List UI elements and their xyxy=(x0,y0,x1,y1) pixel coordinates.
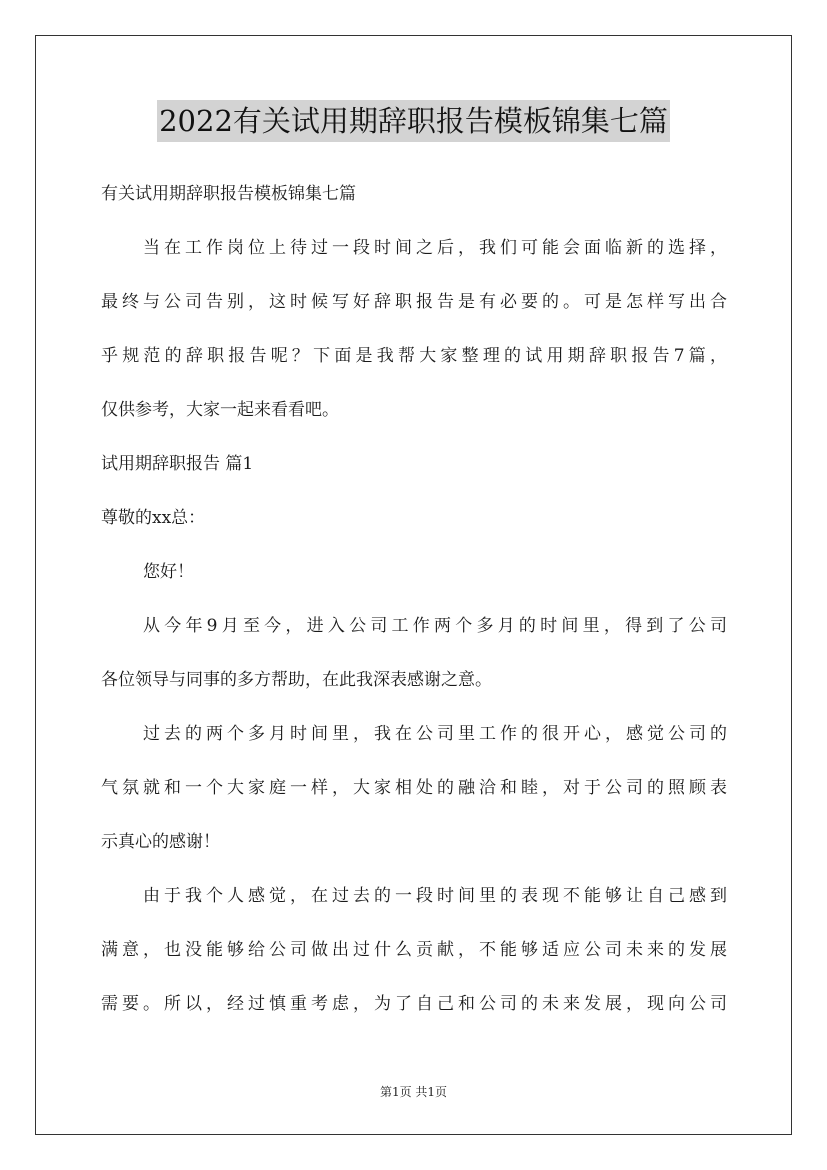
document-body xyxy=(101,176,727,1022)
paragraph xyxy=(101,878,727,1022)
document-subtitle: 有关试用期辞职报告模板锦集七篇 xyxy=(101,184,356,204)
paragraph-line: 过去的两个多月时间里，我在公司里工作的很开心，感觉公司的 xyxy=(143,724,727,744)
paragraph-line: 当在工作岗位上待过一段时间之后，我们可能会面临新的选择， xyxy=(143,238,727,258)
paragraph-line: 最终与公司告别，这时候写好辞职报告是有必要的。可是怎样写出合 xyxy=(101,292,727,312)
paragraph-line: 示真心的感谢！ xyxy=(101,832,220,852)
paragraph-line: 仅供参考，大家一起来看看吧。 xyxy=(101,400,339,420)
paragraph-line: 由于我个人感觉，在过去的一段时间里的表现不能够让自己感到 xyxy=(143,886,727,906)
section-heading: 试用期辞职报告 篇1 xyxy=(101,454,254,474)
intro-paragraph xyxy=(101,230,727,428)
paragraph-line: 气氛就和一个大家庭一样，大家相处的融洽和睦，对于公司的照顾表 xyxy=(101,778,727,798)
paragraph-line: 需要。所以，经过慎重考虑，为了自己和公司的未来发展，现向公司 xyxy=(101,994,727,1014)
greeting: 您好！ xyxy=(143,562,194,582)
page-footer: 第1页 共1页 xyxy=(379,1085,448,1099)
salutation: 尊敬的xx总： xyxy=(101,508,206,528)
paragraph xyxy=(101,716,727,860)
paragraph-line: 满意，也没能够给公司做出过什么贡献，不能够适应公司未来的发展 xyxy=(101,940,727,960)
document-title: 2022有关试用期辞职报告模板锦集七篇 xyxy=(157,100,670,142)
paragraph-line: 乎规范的辞职报告呢？下面是我帮大家整理的试用期辞职报告7篇， xyxy=(101,346,727,366)
paragraph-line: 从今年9月至今，进入公司工作两个多月的时间里，得到了公司 xyxy=(143,616,727,636)
paragraph xyxy=(101,608,727,698)
paragraph-line: 各位领导与同事的多方帮助，在此我深表感谢之意。 xyxy=(101,670,492,690)
title-block xyxy=(0,100,827,142)
